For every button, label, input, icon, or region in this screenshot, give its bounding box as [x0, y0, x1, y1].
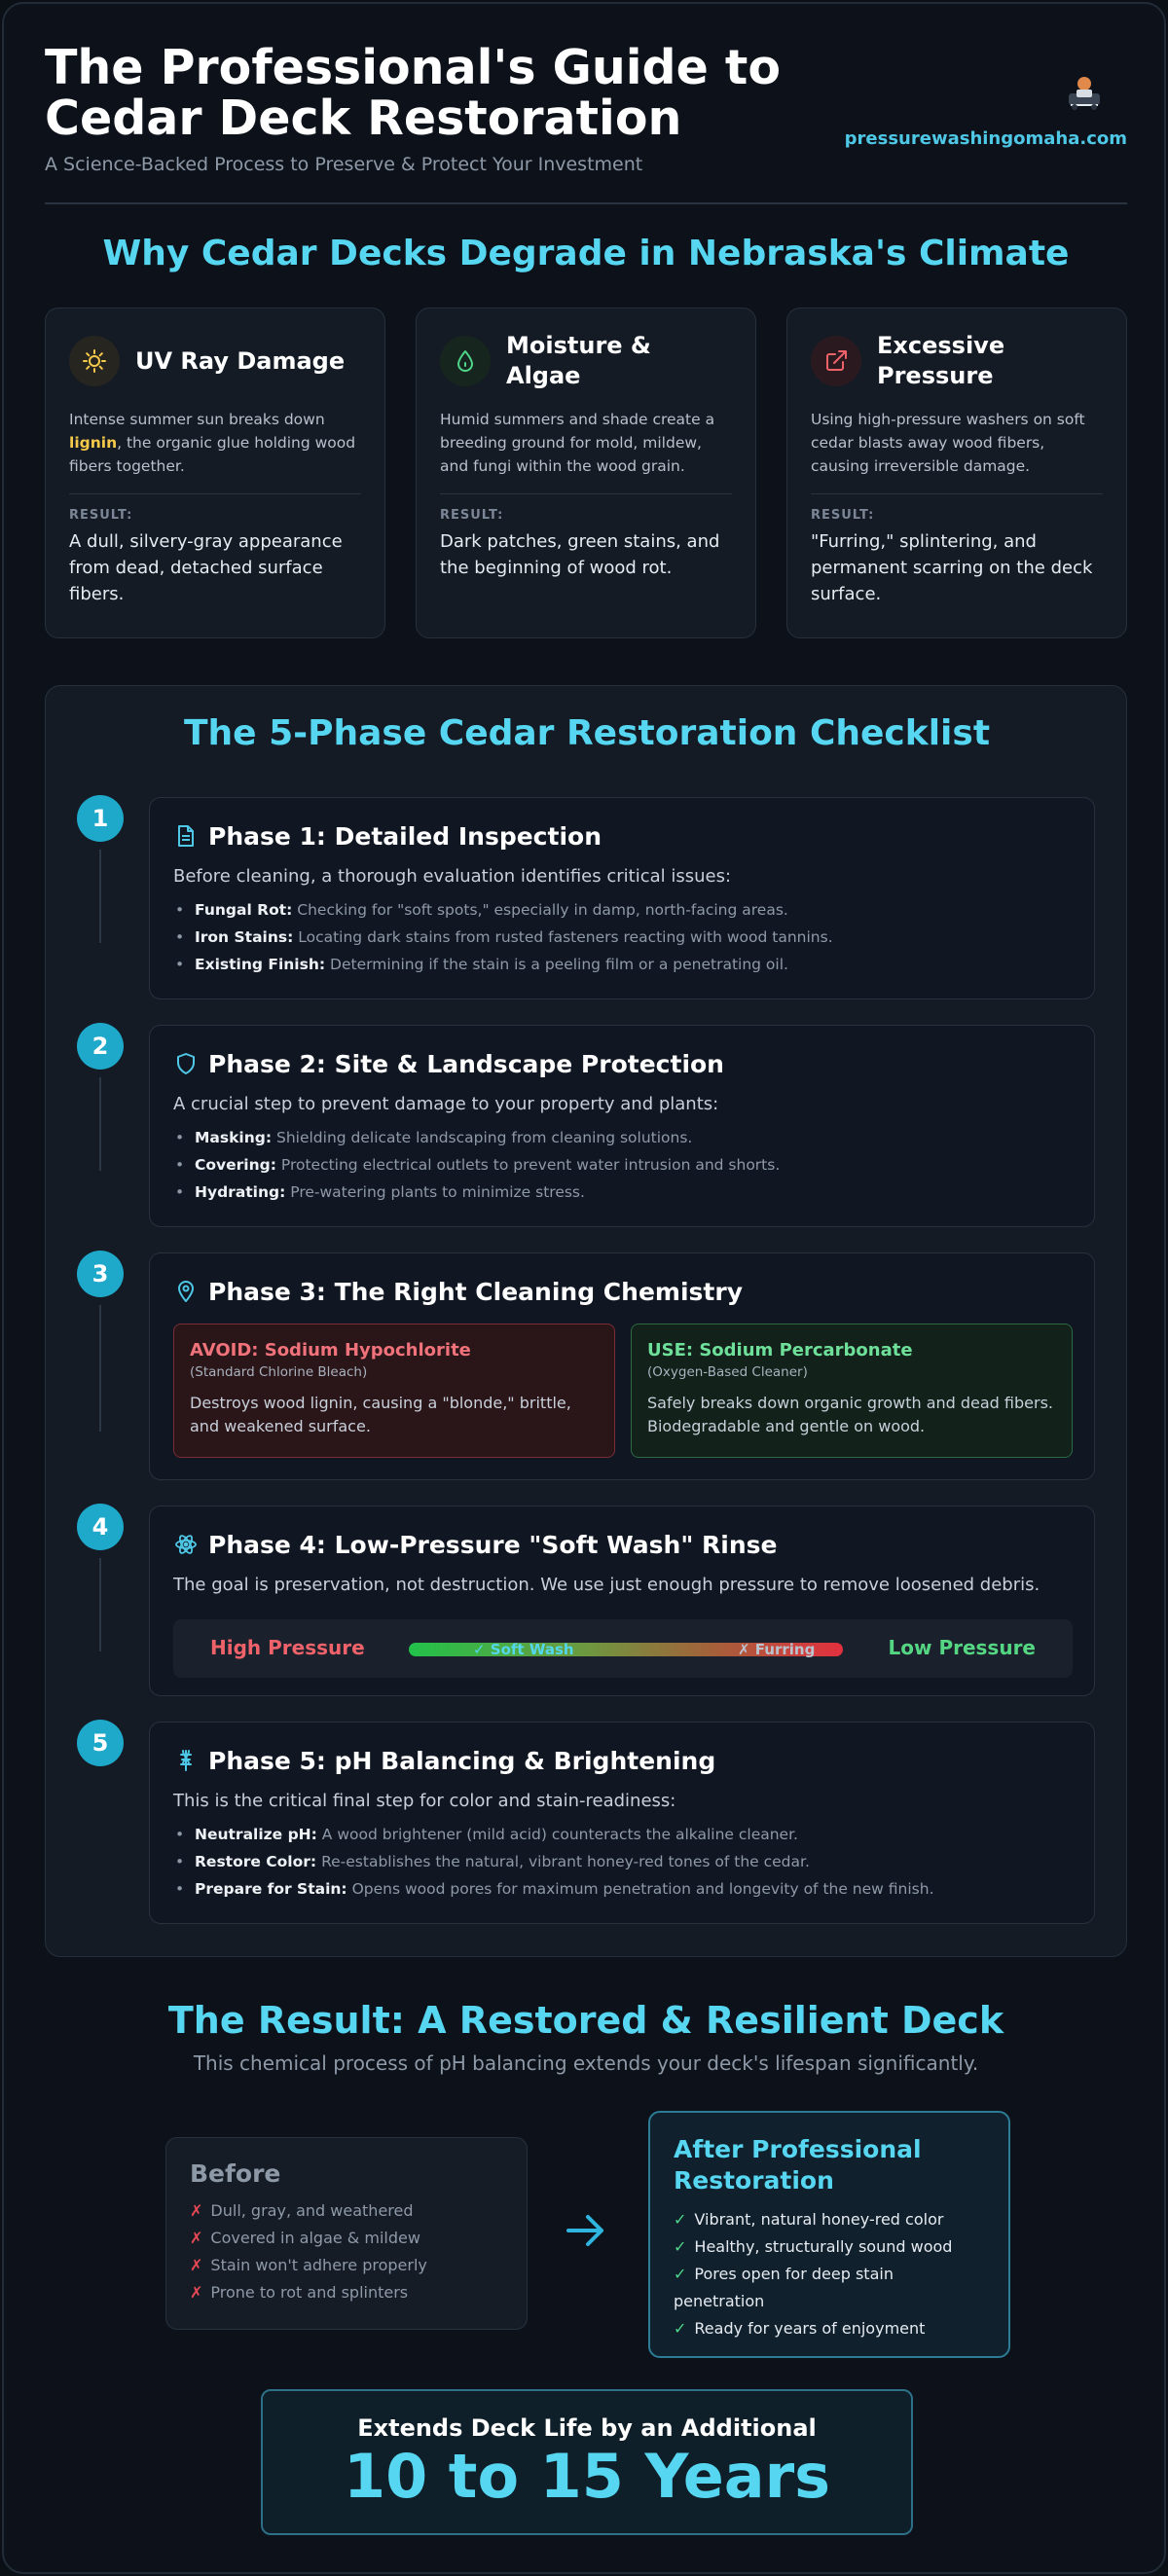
- list-item: • Prepare for Stain: Opens wood pores for maximum penetration and longevity of the new finish.: [173, 1875, 1071, 1903]
- card-title: Excessive Pressure: [877, 332, 1005, 389]
- card-title: Moisture & Algae: [506, 332, 651, 389]
- result-section-title: The Result: A Restored & Resilient Deck: [167, 1999, 1004, 2042]
- phase-list: [173, 896, 1071, 978]
- list-item: ✓ Healthy, structurally sound wood: [674, 2237, 953, 2256]
- avoid-text: Destroys wood lignin, causing a "blonde," brittle, and weakened surface.: [190, 1394, 571, 1435]
- high-pressure-label: High Pressure: [210, 1636, 365, 1659]
- x-mark-icon: ✗: [190, 2201, 203, 2220]
- before-title: Before: [190, 2159, 281, 2188]
- extends-value: 10 to 15 Years: [343, 2441, 831, 2512]
- shield-icon: [173, 1051, 199, 1076]
- list-item: ✗ Covered in algae & mildew: [190, 2229, 420, 2247]
- use-chemical-box: [631, 1324, 1073, 1458]
- phase-2-card: [149, 1025, 1095, 1227]
- after-title: After Professional Restoration: [674, 2135, 922, 2195]
- result-label: RESULT:: [811, 508, 875, 523]
- result-subtitle: This chemical process of pH balancing extends your deck's lifespan significantly.: [193, 2051, 979, 2075]
- list-item: ✗ Dull, gray, and weathered: [190, 2201, 414, 2220]
- phase-list: [173, 1124, 1071, 1206]
- phase-number-badge: 5: [77, 1720, 124, 1766]
- check-icon: ✓: [674, 2265, 687, 2283]
- result-label: RESULT:: [440, 508, 504, 523]
- why-section-title: Why Cedar Decks Degrade in Nebraska's Climate: [102, 234, 1070, 273]
- after-card: [648, 2111, 1010, 2358]
- furring-marker: ✗ Furring: [738, 1641, 816, 1658]
- list-item: • Neutralize pH: A wood brightener (mild acid) counteracts the alkaline cleaner.: [173, 1821, 1071, 1848]
- phase-3-card: [149, 1252, 1095, 1480]
- phase-title: Phase 5: pH Balancing & Brightening: [208, 1746, 716, 1775]
- result-text: "Furring," splintering, and permanent scarring on the deck surface.: [811, 531, 1093, 604]
- divider: [440, 493, 732, 494]
- low-pressure-label: Low Pressure: [888, 1636, 1036, 1659]
- list-item: • Existing Finish: Determining if the stain is a peeling film or a penetrating oil.: [173, 951, 1071, 978]
- phase-title: Phase 4: Low-Pressure "Soft Wash" Rinse: [208, 1530, 778, 1559]
- degradation-cards: [45, 308, 1127, 638]
- phase-1-card: [149, 797, 1095, 999]
- deck-life-callout: [261, 2389, 913, 2535]
- timeline-connector: [99, 850, 101, 943]
- result-text: A dull, silvery-gray appearance from dead, detached surface fibers.: [69, 531, 343, 604]
- timeline-connector: [99, 1305, 101, 1432]
- use-title: USE: Sodium Percarbonate: [647, 1340, 913, 1361]
- phase-intro: A crucial step to prevent damage to your property and plants:: [173, 1094, 719, 1114]
- extends-label: Extends Deck Life by an Additional: [357, 2414, 817, 2442]
- phase-title: Phase 1: Detailed Inspection: [208, 821, 602, 851]
- list-item: ✗ Stain won't adhere properly: [190, 2256, 427, 2274]
- divider: [811, 493, 1103, 494]
- check-icon: ✓: [674, 2210, 687, 2229]
- droplet-icon: [440, 336, 491, 386]
- page-title: The Professional's Guide to Cedar Deck Restoration: [45, 40, 782, 146]
- phase-intro: Before cleaning, a thorough evaluation identifies critical issues:: [173, 866, 732, 887]
- list-item: ✓ Vibrant, natural honey-red color: [674, 2210, 944, 2229]
- card-uv-damage: [45, 308, 385, 638]
- card-description: Intense summer sun breaks down lignin, the organic glue holding wood fibers together.: [69, 411, 356, 475]
- checklist-title: The 5-Phase Cedar Restoration Checklist: [183, 713, 991, 753]
- phase-number-badge: 3: [77, 1251, 124, 1297]
- check-icon: ✓: [674, 2237, 687, 2256]
- avoid-subtitle: (Standard Chlorine Bleach): [190, 1364, 368, 1380]
- pressure-scale: [173, 1619, 1073, 1678]
- lignin-highlight: lignin: [69, 434, 118, 452]
- x-mark-icon: ✗: [190, 2256, 203, 2274]
- check-icon: ✓: [674, 2319, 687, 2338]
- card-description: Humid summers and shade create a breeding ground for mold, mildew, and fungi within the wood grain.: [440, 411, 715, 475]
- soft-wash-marker: ✓ Soft Wash: [473, 1641, 574, 1658]
- after-list: [674, 2206, 985, 2342]
- list-item: ✓ Pores open for deep stain penetration: [674, 2265, 894, 2310]
- list-item: • Masking: Shielding delicate landscaping from cleaning solutions.: [173, 1124, 1071, 1151]
- timeline-connector: [99, 1077, 101, 1171]
- phase-number-badge: 2: [77, 1023, 124, 1070]
- result-text: Dark patches, green stains, and the beginning of wood rot.: [440, 531, 720, 578]
- phase-intro: The goal is preservation, not destruction. We use just enough pressure to remove loosened debris.: [173, 1575, 1040, 1595]
- arrow-right-icon: [563, 2207, 609, 2254]
- phase-intro: This is the critical final step for color and stain-readiness:: [173, 1791, 676, 1811]
- sun-icon: [69, 336, 120, 386]
- list-item: ✓ Ready for years of enjoyment: [674, 2319, 926, 2338]
- external-link-icon: [811, 336, 861, 386]
- document-icon: [173, 823, 199, 849]
- x-mark-icon: ✗: [190, 2283, 203, 2302]
- divider: [69, 493, 361, 494]
- phase-title: Phase 2: Site & Landscape Protection: [208, 1049, 724, 1078]
- infographic-page: [2, 2, 1166, 2574]
- list-item: • Restore Color: Re-establishes the natural, vibrant honey-red tones of the cedar.: [173, 1848, 1071, 1875]
- card-description: Using high-pressure washers on soft cedar blasts away wood fibers, causing irreversible damage.: [811, 411, 1085, 475]
- list-item: • Iron Stains: Locating dark stains from rusted fasteners reacting with wood tannins.: [173, 924, 1071, 951]
- timeline-connector: [99, 1558, 101, 1651]
- phase-number-badge: 1: [77, 795, 124, 842]
- phase-list: [173, 1821, 1071, 1903]
- list-item: • Hydrating: Pre-watering plants to minimize stress.: [173, 1179, 1071, 1206]
- company-logo-icon: [1063, 70, 1106, 113]
- phase-title: Phase 3: The Right Cleaning Chemistry: [208, 1277, 743, 1306]
- phase-5-card: [149, 1722, 1095, 1924]
- header: [45, 40, 1127, 204]
- before-card: [165, 2137, 528, 2330]
- list-item: ✗ Prone to rot and splinters: [190, 2283, 409, 2302]
- phase-4-card: [149, 1506, 1095, 1696]
- restoration-checklist: [45, 685, 1127, 1957]
- x-mark-icon: ✗: [190, 2229, 203, 2247]
- avoid-title: AVOID: Sodium Hypochlorite: [190, 1340, 471, 1361]
- result-label: RESULT:: [69, 508, 133, 523]
- atom-icon: [173, 1532, 199, 1557]
- list-item: • Fungal Rot: Checking for "soft spots," especially in damp, north-facing areas.: [173, 896, 1071, 924]
- card-moisture-algae: [416, 308, 756, 638]
- avoid-chemical-box: [173, 1324, 615, 1458]
- list-item: • Covering: Protecting electrical outlets to prevent water intrusion and shorts.: [173, 1151, 1071, 1179]
- card-excessive-pressure: [786, 308, 1127, 638]
- use-subtitle: (Oxygen-Based Cleaner): [647, 1364, 808, 1380]
- website-link[interactable]: pressurewashingomaha.com: [844, 128, 1127, 149]
- location-pin-icon: [173, 1279, 199, 1304]
- before-list: [190, 2197, 503, 2306]
- use-text: Safely breaks down organic growth and dead fibers. Biodegradable and gentle on wood.: [647, 1394, 1053, 1435]
- card-title: UV Ray Damage: [135, 346, 346, 375]
- page-subtitle: A Science-Backed Process to Preserve & Protect Your Investment: [45, 154, 643, 175]
- dna-icon: [173, 1748, 199, 1773]
- phase-number-badge: 4: [77, 1504, 124, 1550]
